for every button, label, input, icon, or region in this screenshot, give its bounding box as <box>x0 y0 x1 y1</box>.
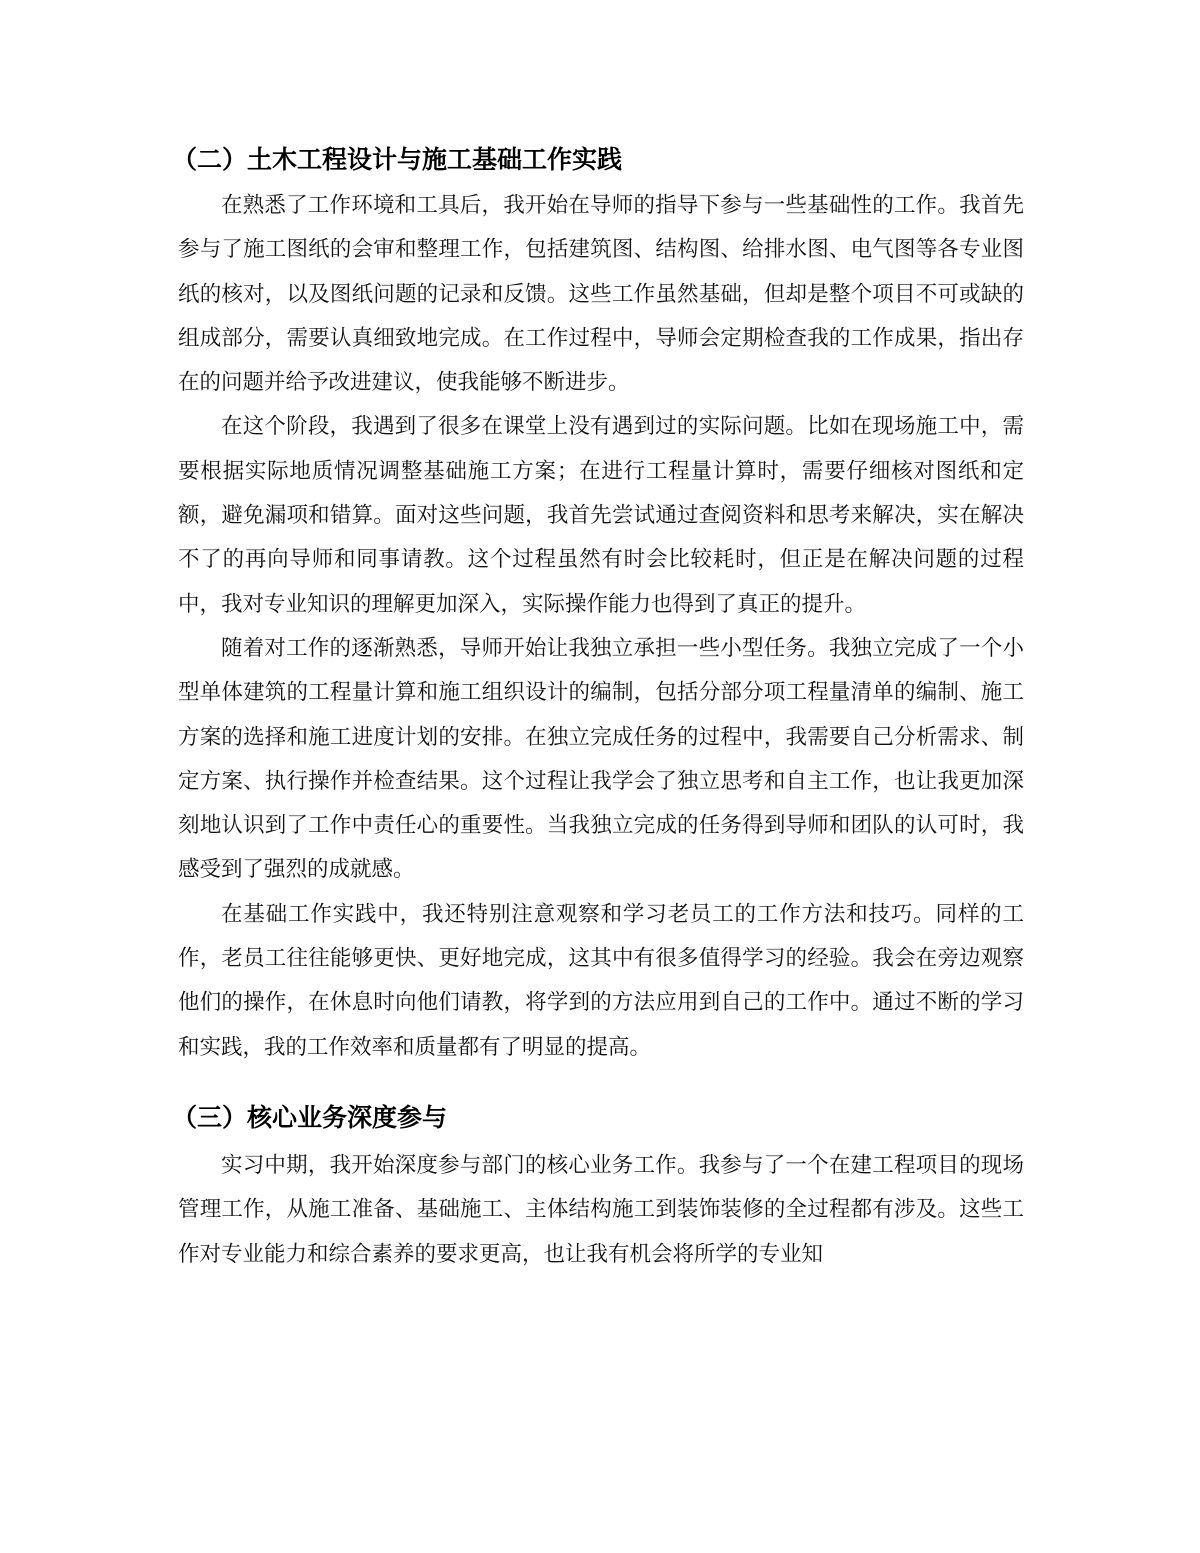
section-2-paragraph-1: 在熟悉了工作环境和工具后，我开始在导师的指导下参与一些基础性的工作。我首先参与了施工图纸的会审和整理工作，包括建筑图、结构图、给排水图、电气图等各专业图纸的核对，以及图纸问题的记录和反馈。这些工作虽然基础，但却是整个项目不可或缺的组成部分，需要认真细致地完成。在工作过程中，导师会定期检查我的工作成果，指出存在的问题并给予改进建议，使我能够不断进步。 <box>178 193 1024 396</box>
section-3-paragraph-1: 实习中期，我开始深度参与部门的核心业务工作。我参与了一个在建工程项目的现场管理工作，从施工准备、基础施工、主体结构施工到装饰装修的全过程都有涉及。这些工作对专业能力和综合素养的要求更高，也让我有机会将所学的专业知 <box>178 1152 1024 1267</box>
section-2-paragraph-2: 在这个阶段，我遇到了很多在课堂上没有遇到过的实际问题。比如在现场施工中，需要根据实际地质情况调整基础施工方案；在进行工程量计算时，需要仔细核对图纸和定额，避免漏项和错算。面对这些问题，我首先尝试通过查阅资料和思考来解决，实在解决不了的再向导师和同事请教。这个过程虽然有时会比较耗时，但正是在解决问题的过程中，我对专业知识的理解更加深入，实际操作能力也得到了真正的提升。 <box>178 414 1024 617</box>
document-body <box>172 138 1024 1277</box>
section-2-paragraph-4: 在基础工作实践中，我还特别注意观察和学习老员工的工作方法和技巧。同样的工作，老员工往往能够更快、更好地完成，这其中有很多值得学习的经验。我会在旁边观察他们的操作，在休息时向他们请教，将学到的方法应用到自己的工作中。通过不断的学习和实践，我的工作效率和质量都有了明显的提高。 <box>178 901 1024 1060</box>
section-2-paragraph-3: 随着对工作的逐渐熟悉，导师开始让我独立承担一些小型任务。我独立完成了一个小型单体建筑的工程量计算和施工组织设计的编制，包括分部分项工程量清单的编制、施工方案的选择和施工进度计划的安排。在独立完成任务的过程中，我需要自己分析需求、制定方案、执行操作并检查结果。这个过程让我学会了独立思考和自主工作，也让我更加深刻地认识到了工作中责任心的重要性。当我独立完成的任务得到导师和团队的认可时，我感受到了强烈的成就感。 <box>178 635 1024 883</box>
section-heading-3: （三）核心业务深度参与 <box>172 1102 448 1132</box>
section-heading-2: （二）土木工程设计与施工基础工作实践 <box>172 145 623 174</box>
